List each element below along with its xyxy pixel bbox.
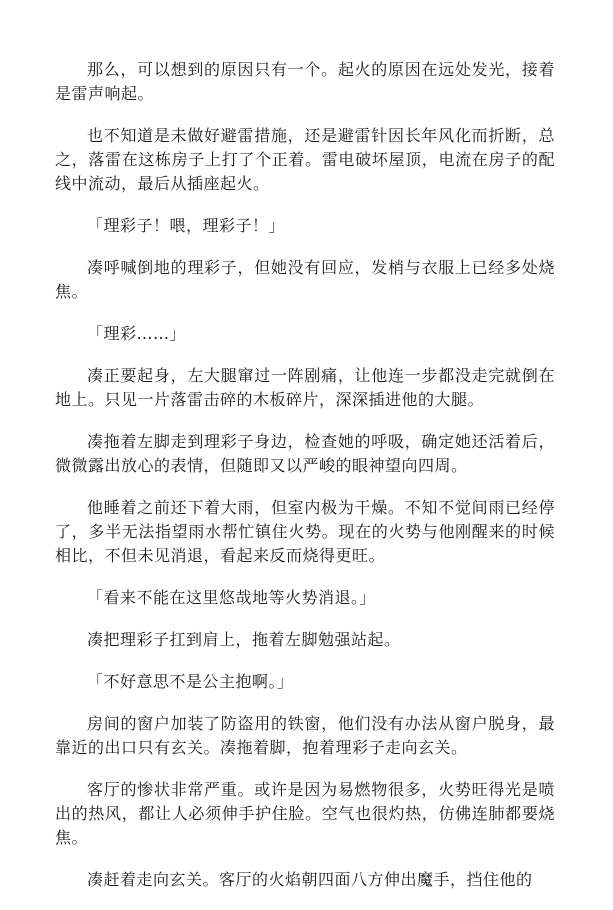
paragraph: 凑拖着左脚走到理彩子身边，检查她的呼吸，确定她还活着后，微微露出放心的表情，但随即又以严峻的眼神望向四周。 <box>55 432 555 475</box>
paragraph: 凑赶着走向玄关。客厅的火焰朝四面八方伸出魔手，挡住他的 <box>87 870 533 889</box>
paragraph: 客厅的惨状非常严重。或许是因为易燃物很多，火势旺得光是喷出的热风，都让人必须伸手护住脸。空气也很灼热，仿佛连肺都要烧焦。 <box>55 780 555 847</box>
paragraph: 房间的窗户加装了防盗用的铁窗，他们没有办法从窗户脱身，最靠近的出口只有玄关。凑拖着脚，抱着理彩子走向玄关。 <box>55 714 555 757</box>
paragraph: 凑把理彩子扛到肩上，拖着左脚勉强站起。 <box>87 630 401 649</box>
paragraph: 他睡着之前还下着大雨，但室内极为干燥。不知不觉间雨已经停了，多半无法指望雨水帮忙镇住火势。现在的火势与他刚醒来的时候相比，不但未见消退，看起来反而烧得更旺。 <box>55 498 555 565</box>
paragraph: 也不知道是未做好避雷措施，还是避雷针因长年风化而折断，总之，落雷在这栋房子上打了个正着。雷电破坏屋顶，电流在房子的配线中流动，最后从插座起火。 <box>55 126 555 193</box>
document-page <box>55 58 555 910</box>
paragraph: 凑呼喊倒地的理彩子，但她没有回应，发梢与衣服上已经多处烧焦。 <box>55 258 555 301</box>
paragraph: 「看来不能在这里悠哉地等火势消退。」 <box>87 588 377 607</box>
paragraph: 「不好意思不是公主抱啊。」 <box>87 672 294 691</box>
paragraph: 那么，可以想到的原因只有一个。起火的原因在远处发光，接着是雷声响起。 <box>55 60 555 103</box>
paragraph: 凑正要起身，左大腿窜过一阵剧痛，让他连一步都没走完就倒在地上。只见一片落雷击碎的木板碎片，深深插进他的大腿。 <box>55 366 555 409</box>
paragraph: 「理彩子！喂，理彩子！」 <box>87 216 286 235</box>
paragraph: 「理彩……」 <box>87 324 187 343</box>
